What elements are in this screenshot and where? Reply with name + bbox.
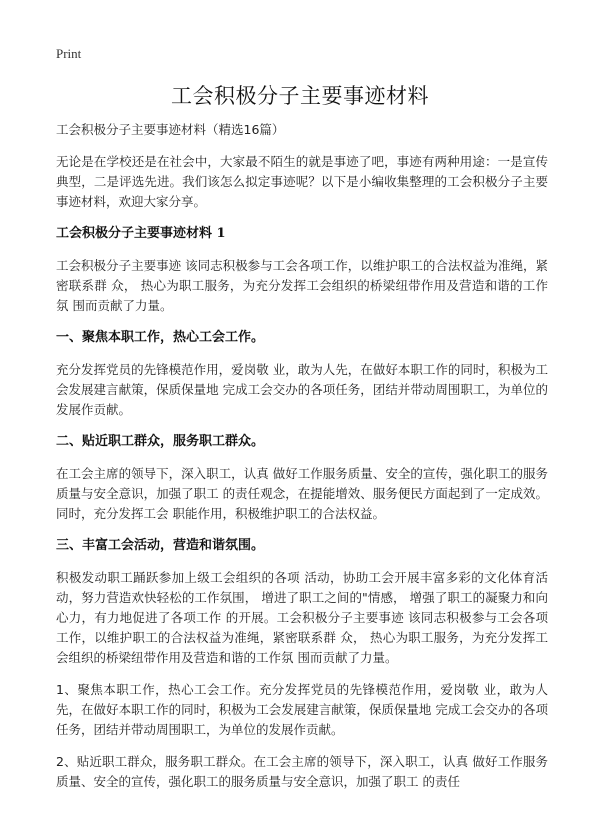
body-paragraph: 积极发动职工踊跃参加上级工会组织的各项 活动，协助工会开展丰富多彩的文化体育活动，努力营造欢快轻松的工作氛围， 增进了职工之间的"情感， 增强了职工的凝聚力和向心力，有力地促进了各项工作 的开展。工会积极分子主要事迹 该同志积极参与工会各项工作，以维护职工的合法权益为准绳，紧密联系群 众， 热心为职工服务，为充分发挥工会组织的桥梁纽带作用及营造和谐的工作氛 围而贡献了力量。 — [56, 570, 548, 665]
body-paragraph: 在工会主席的领导下，深入职工，认真 做好工作服务质量、安全的宣传，强化职工的服务质量与安全意识，加强了职工 的责任观念，在提能增效、服务便民方面起到了一定成效。同时，充分发挥工会 职能作用，积极维护职工的合法权益。 — [56, 466, 548, 521]
section-heading: 三、丰富工会活动，营造和谐氛围。 — [56, 538, 265, 553]
body-paragraph: 工会积极分子主要事迹 该同志积极参与工会各项工作，以维护职工的合法权益为准绳，紧密联系群 众， 热心为职工服务，为充分发挥工会组织的桥梁纽带作用及营造和谐的工作氛 围而贡献了力量。 — [56, 258, 548, 313]
section-heading: 二、贴近职工群众，服务职工群众。 — [56, 434, 265, 449]
section-heading: 一、聚焦本职工作，热心工会工作。 — [56, 330, 265, 345]
body-paragraph: 充分发挥党员的先锋模范作用，爱岗敬 业，敢为人先，在做好本职工作的同时，积极为工会发展建言献策，保质保量地 完成工会交办的各项任务，团结并带动周围职工，为单位的发展作贡献。 — [56, 362, 548, 417]
document-body — [56, 120, 548, 804]
section-heading: 工会积极分子主要事迹材料 1 — [56, 226, 226, 241]
intro-paragraph: 无论是在学校还是在社会中，大家最不陌生的就是事迹了吧，事迹有两种用途：一是宣传典型，二是评选先进。我们该怎么拟定事迹呢？以下是小编收集整理的工会积极分子主要事迹材料，欢迎大家分享。 — [56, 154, 548, 209]
body-paragraph: 1、聚焦本职工作，热心工会工作。充分发挥党员的先锋模范作用，爱岗敬 业，敢为人先，在做好本职工作的同时，积极为工会发展建言献策，保质保量地 完成工会交办的各项任务，团结并带动周围职工，为单位的发展作贡献。 — [56, 682, 548, 737]
print-link[interactable]: Print — [56, 46, 82, 61]
page-title: 工会积极分子主要事迹材料 — [171, 84, 429, 108]
body-paragraph: 2、贴近职工群众，服务职工群众。在工会主席的领导下，深入职工，认真 做好工作服务质量、安全的宣传，强化职工的服务质量与安全意识，加强了职工 的责任 — [56, 754, 548, 789]
subtitle-paragraph: 工会积极分子主要事迹材料（精选16篇） — [56, 122, 285, 137]
